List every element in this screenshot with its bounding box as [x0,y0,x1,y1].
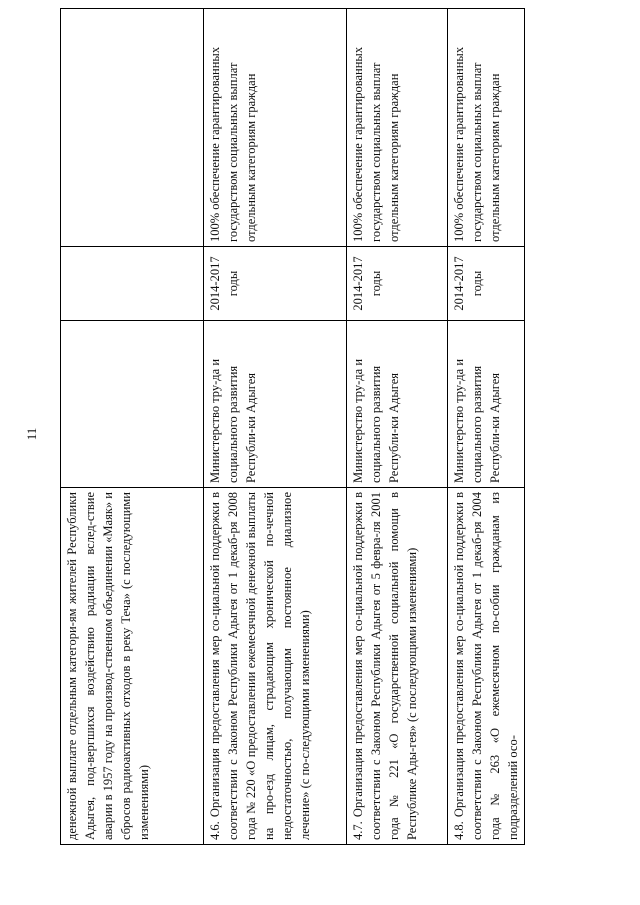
table-row [61,9,204,845]
executor-cell: Министерство тру-да и социального развития Республи-ки Адыгея [448,321,525,488]
result-cell: 100% обеспечение гарантированных государством социальных выплат отдельным категориям граждан [204,9,347,247]
period-cell: 2014-2017 годы [347,247,448,321]
measure-cell: 4.6. Организация предоставления мер со-циальной поддержки в соответствии с Законом Республики Адыгея от 1 декаб-ря 2008 года № 220 «О предоставлении ежемесячной денежной выплаты на про-езд лицам, страдающим хронической по-чечной недостаточностью, получающим постоянное диализное лечение» (с по-следующими изменениями) [204,488,347,845]
result-cell: 100% обеспечение гарантированных государством социальных выплат отдельным категориям граждан [448,9,525,247]
result-cell: 100% обеспечение гарантированных государством социальных выплат отдельным категориям граждан [347,9,448,247]
program-measures-table [60,8,525,845]
executor-cell: Министерство тру-да и социального развития Республи-ки Адыгея [204,321,347,488]
executor-cell: Министерство тру-да и социального развития Республи-ки Адыгея [347,321,448,488]
period-cell: 2014-2017 годы [204,247,347,321]
page-number: 11 [24,427,39,441]
period-cell: 2014-2017 годы [448,247,525,321]
table-row [204,9,347,845]
table-row [347,9,448,845]
measure-cell: 4.8. Организация предоставления мер со-циальной поддержки в соответствии с Законом Республики Адыгея от 1 декаб-ря 2004 года № 263 «О ежемесячном по-собии гражданам из подразделений осо- [448,488,525,845]
measure-cell: денежной выплате отдельным категори-ям жителей Республики Адыгея, под-вергшихся воздействию радиации вслед-ствие аварии в 1957 году на производ-ственном объединении «Маяк» и сбросов радиоактивных отходов в реку Теча» (с последующими изменениями) [61,488,204,845]
result-cell [61,9,204,247]
period-cell [61,247,204,321]
measure-cell: 4.7. Организация предоставления мер со-циальной поддержки в соответствии с Законом Республики Адыгея от 5 февра-ля 2001 года № 221 «О государственной социальной помощи в Республике Ады-гея» (с последующими изменениями) [347,488,448,845]
table-row [448,9,525,845]
program-table-rotated [60,45,520,845]
executor-cell [61,321,204,488]
